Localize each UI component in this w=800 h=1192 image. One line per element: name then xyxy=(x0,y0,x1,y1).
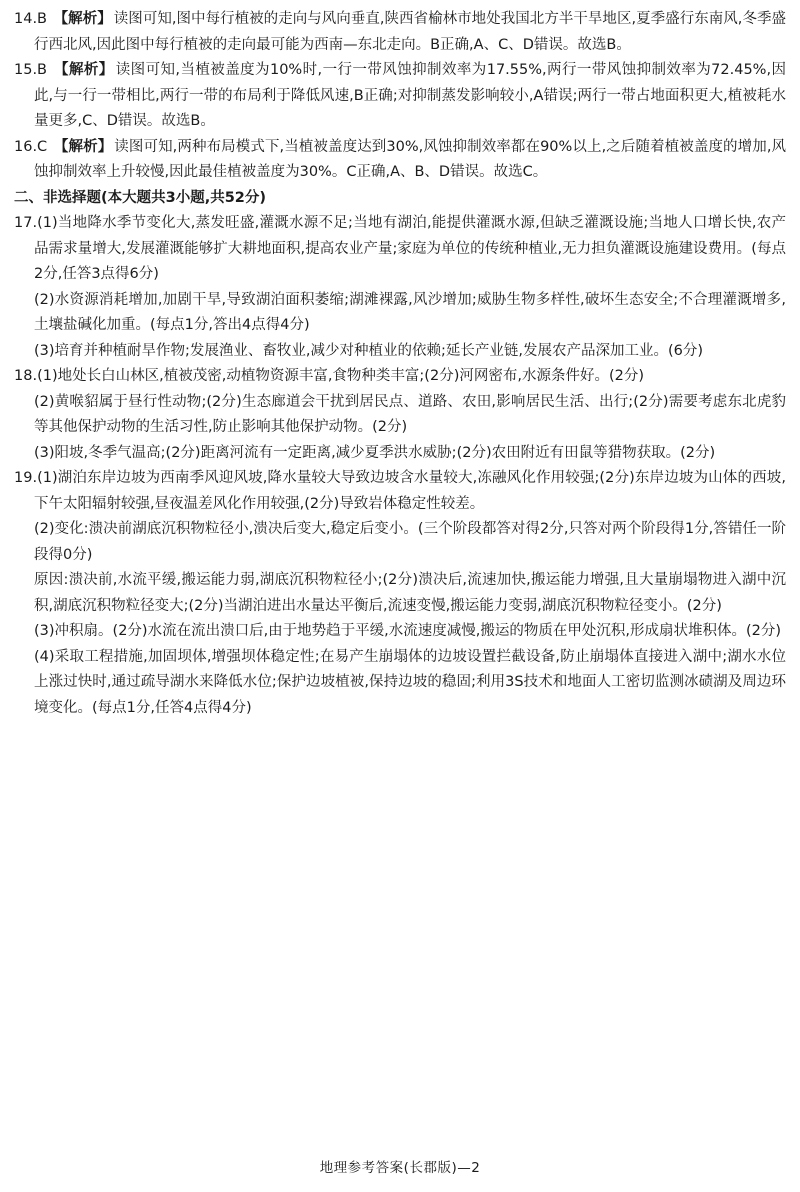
answer-18-part2: (2)黄喉貂属于昼行性动物;(2分)生态廊道会干扰到居民点、道路、农田,影响居民生活、出行;(2分)需要考虑东北虎豹等其他保护动物的生活习性,防止影响其他保护动物。(2分) xyxy=(34,393,786,435)
answer-17-part3: (3)培育并种植耐旱作物;发展渔业、畜牧业,减少对种植业的依赖;延长产业链,发展农产品深加工业。(6分) xyxy=(34,342,704,359)
answer-text: 读图可知,图中每行植被的走向与风向垂直,陕西省榆林市地处我国北方半干旱地区,夏季盛行东南风,冬季盛行西北风,因此图中每行植被的走向最可能为西南—东北走向。B正确,A、C、D错误。故选B。 xyxy=(34,11,786,53)
section-heading: 二、非选择题(本大题共3小题,共52分) xyxy=(14,189,267,206)
answer-17-part2: (2)水资源消耗增加,加剧干旱,导致湖泊面积萎缩;湖滩裸露,风沙增加;威胁生物多样性,破坏生态安全;不合理灌溉增多,土壤盐碱化加重。(每点1分,答出4点得4分) xyxy=(34,291,786,333)
answer-19-part4: (4)采取工程措施,加固坝体,增强坝体稳定性;在易产生崩塌体的边坡设置拦截设备,防止崩塌体直接进入湖中;湖水水位上涨过快时,通过疏导湖水来降低水位;保护边坡植被,保持边坡的稳固;利用3S技术和地面人工密切监测冰碛湖及周边环境变化。(每点1分,任答4点得4分) xyxy=(34,648,786,716)
answer-19-part2-change: (2)变化:溃决前湖底沉积物粒径小,溃决后变大,稳定后变小。(三个阶段都答对得2分,只答对两个阶段得1分,答错任一阶段得0分) xyxy=(34,521,786,563)
analysis-tag: 【解析】 xyxy=(53,11,112,27)
analysis-tag: 【解析】 xyxy=(53,138,113,155)
question-number: 19. xyxy=(14,470,38,486)
answer-19-part3: (3)冲积扇。(2分)水流在流出溃口后,由于地势趋于平缓,水流速度减慢,搬运的物质在甲处沉积,形成扇状堆积体。(2分) xyxy=(34,623,782,639)
answer-text: (1)地处长白山林区,植被茂密,动植物资源丰富,食物种类丰富;(2分)河网密布,水源条件好。(2分) xyxy=(37,368,644,384)
answer-17-part1 xyxy=(14,211,786,288)
answer-18-part1 xyxy=(14,364,786,390)
answer-text: 读图可知,当植被盖度为10%时,一行一带风蚀抑制效率为17.55%,两行一带风蚀抑制效率为72.45%,因此,与一行一带相比,两行一带的布局利于降低风速,B正确;对抑制蒸发影响较小,A错误;两行一带占地面积更大,植被耗水量更多,C、D错误。故选B。 xyxy=(34,62,786,129)
answer-content xyxy=(14,7,786,721)
answer-19-part2-reason: 原因:溃决前,水流平缓,搬运能力弱,湖底沉积物粒径小;(2分)溃决后,流速加快,搬运能力增强,且大量崩塌物进入湖中沉积,湖底沉积物粒径变大;(2分)当湖泊进出水量达平衡后,流速变慢,搬运能力变弱,湖底沉积物粒径变小。(2分) xyxy=(34,572,786,614)
page-footer: 地理参考答案(长郡版)—2 xyxy=(319,1160,481,1176)
answer-18-part3: (3)阳坡,冬季气温高;(2分)距离河流有一定距离,减少夏季洪水威胁;(2分)农田附近有田鼠等猎物获取。(2分) xyxy=(34,444,716,461)
answer-19-part1 xyxy=(14,466,786,517)
question-number: 14.B xyxy=(14,11,48,27)
answer-text: 读图可知,两种布局模式下,当植被盖度达到30%,风蚀抑制效率都在90%以上,之后随着植被盖度的增加,风蚀抑制效率上升较慢,因此最佳植被盖度为30%。C正确,A、B、D错误。故选C。 xyxy=(34,138,787,180)
question-number: 18. xyxy=(14,368,38,384)
question-number: 16.C xyxy=(14,138,48,155)
answer-16 xyxy=(14,135,786,186)
analysis-tag: 【解析】 xyxy=(54,62,114,78)
answer-14 xyxy=(14,7,786,58)
question-number: 17. xyxy=(14,215,38,231)
question-number: 15.B xyxy=(14,62,48,78)
answer-15 xyxy=(14,58,786,135)
answer-text: (1)湖泊东岸边坡为西南季风迎风坡,降水量较大导致边坡含水量较大,冻融风化作用较强;(2分)东岸边坡为山体的西坡,下午太阳辐射较强,昼夜温差风化作用较强,(2分)导致岩体稳定性较差。 xyxy=(34,470,786,512)
answer-text: (1)当地降水季节变化大,蒸发旺盛,灌溉水源不足;当地有湖泊,能提供灌溉水源,但缺乏灌溉设施;当地人口增长快,农产品需求量增大,发展灌溉能够扩大耕地面积,提高农业产量;家庭为单位的传统种植业,无力担负灌溉设施建设费用。(每点2分,任答3点得6分) xyxy=(34,215,786,282)
